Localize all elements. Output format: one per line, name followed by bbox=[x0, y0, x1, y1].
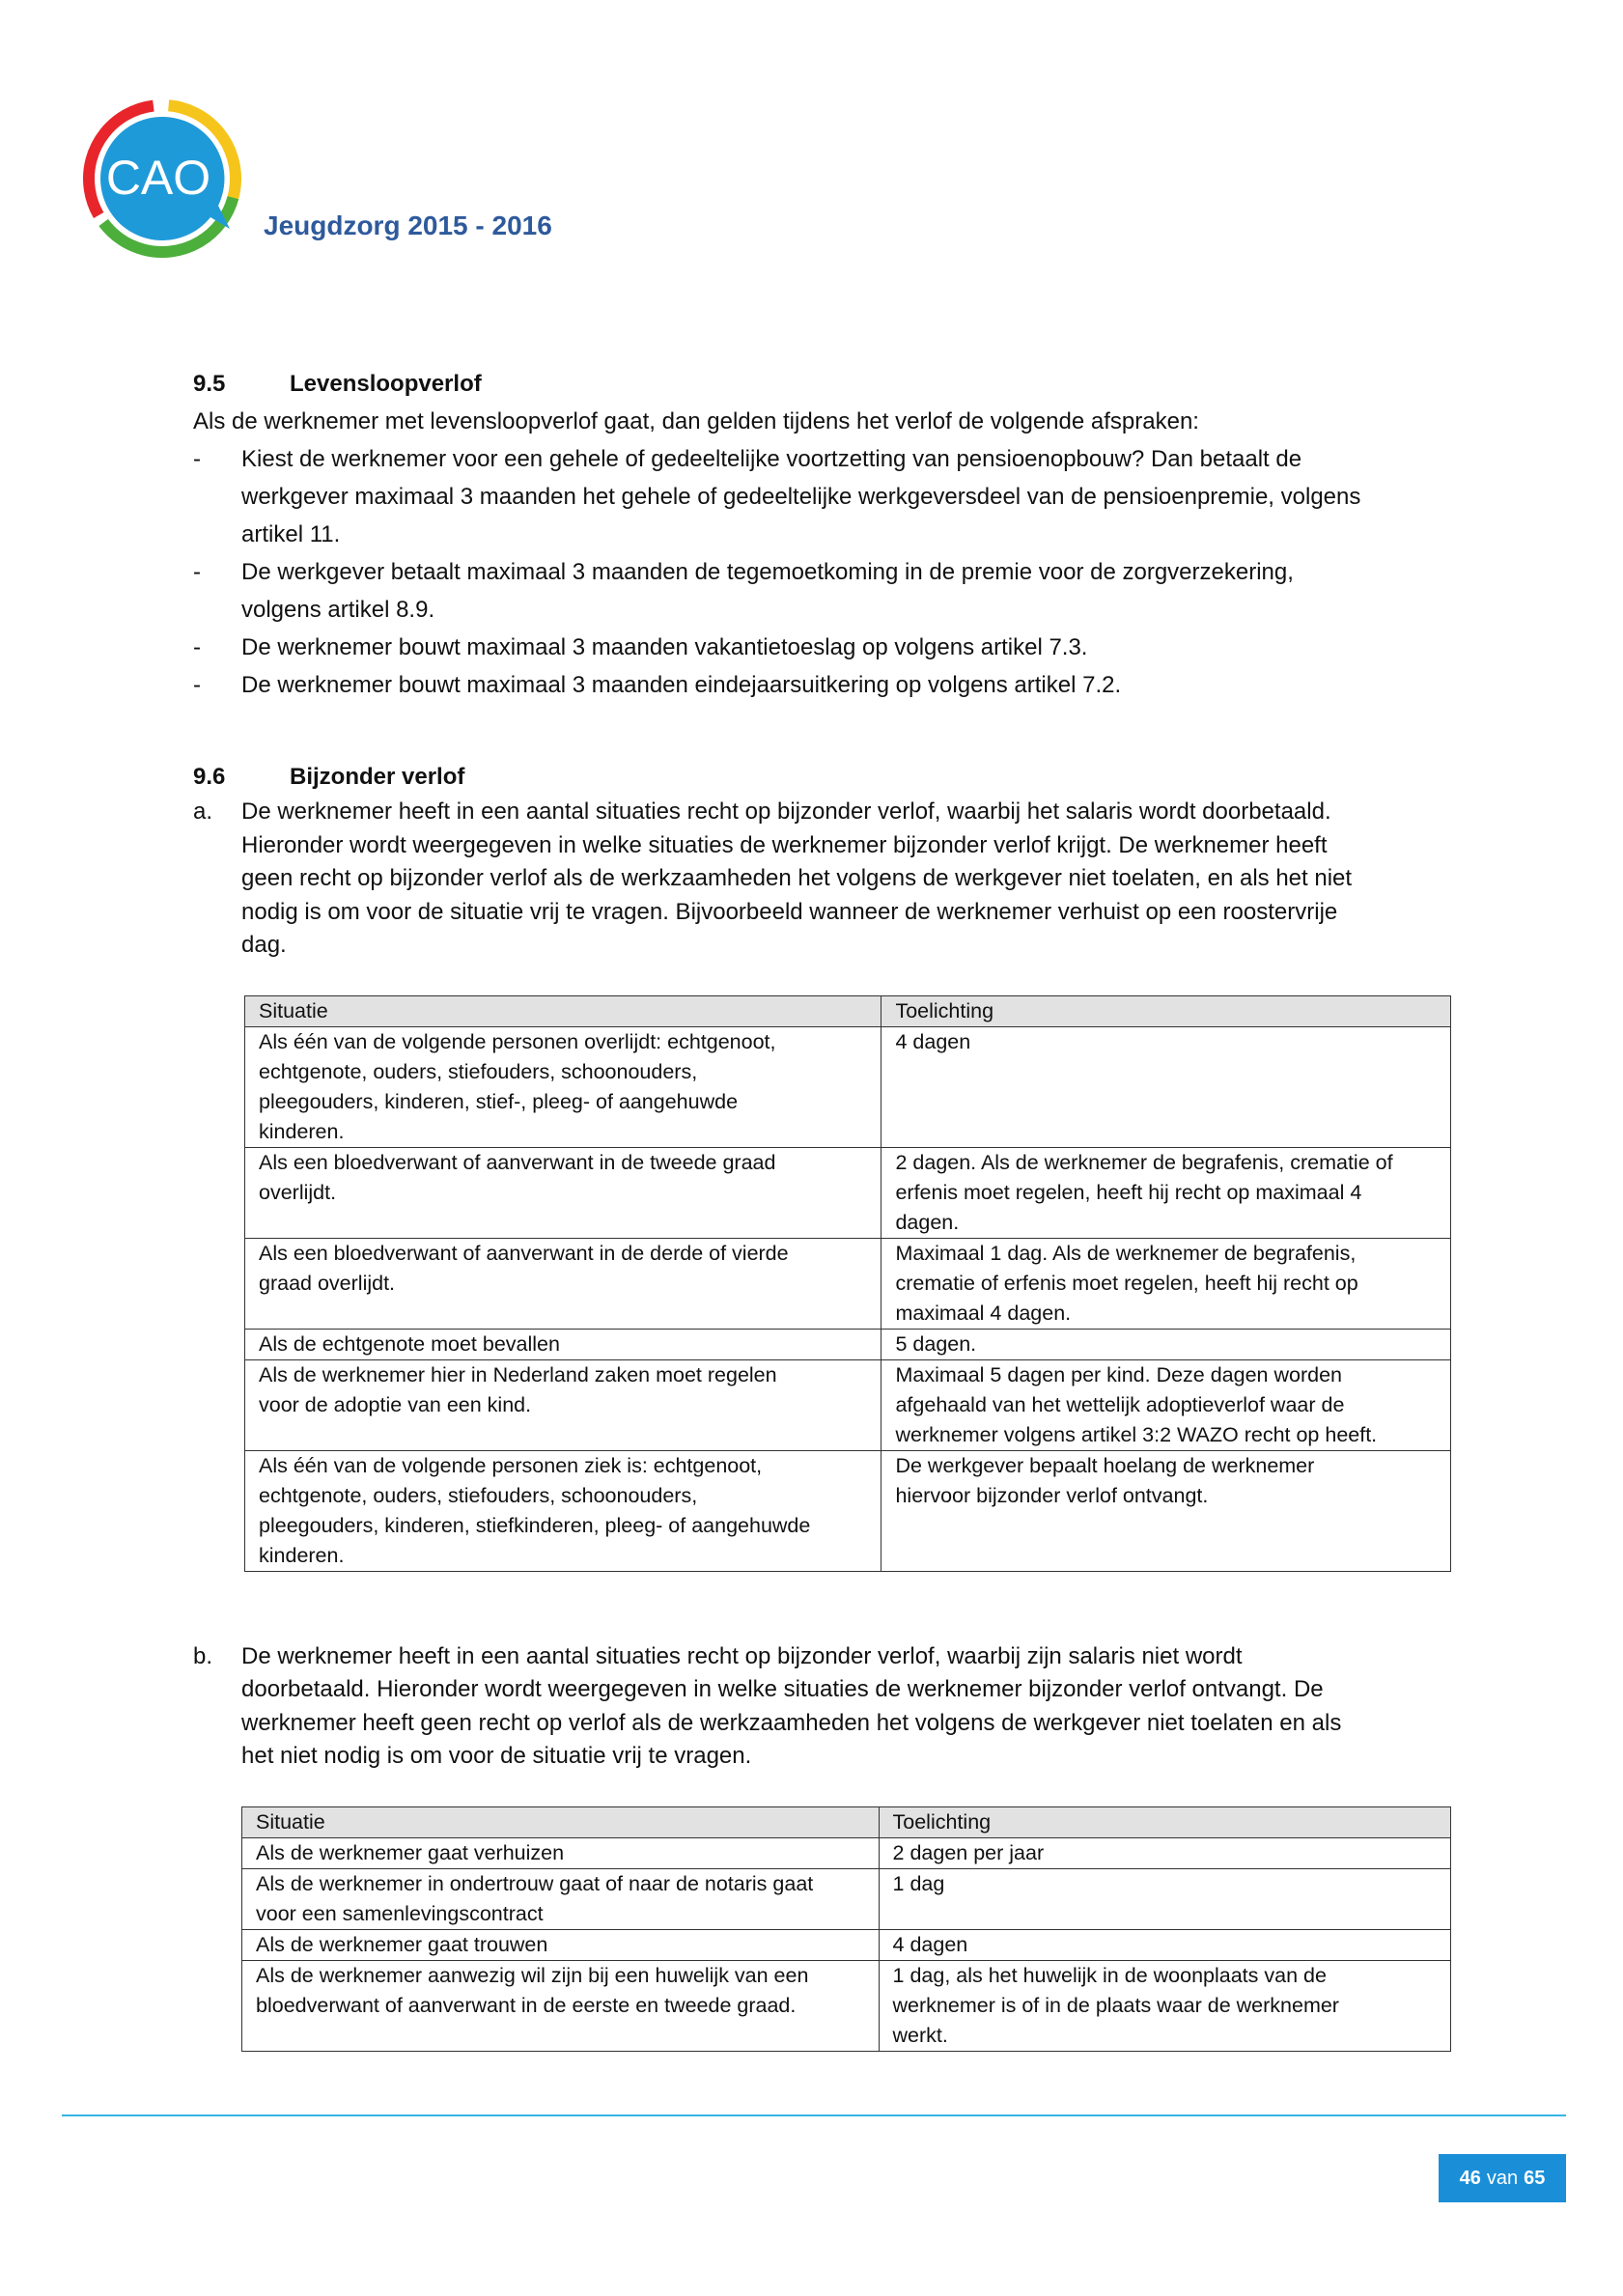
logo-text: CAO bbox=[105, 151, 211, 205]
cell-line: maximaal 4 dagen. bbox=[895, 1301, 1072, 1325]
table-row bbox=[245, 1450, 1451, 1571]
paragraph-line: De werknemer heeft in een aantal situaties recht op bijzonder verlof, waarbij het salaris wordt doorbetaald. bbox=[241, 798, 1331, 825]
bullet-text bbox=[241, 629, 1448, 666]
table-row bbox=[242, 1960, 1451, 2051]
toelichting-cell bbox=[879, 1868, 1450, 1929]
paragraph-b bbox=[193, 1640, 1448, 1774]
cell-line: voor de adoptie van een kind. bbox=[259, 1392, 532, 1416]
bullet-line: De werkgever betaalt maximaal 3 maanden de tegemoetkoming in de premie voor de zorgverzekering, bbox=[241, 559, 1294, 585]
cell-line: erfenis moet regelen, heeft hij recht op maximaal 4 bbox=[895, 1180, 1362, 1204]
document-title: Jeugdzorg 2015 - 2016 bbox=[264, 210, 552, 240]
cell-line: voor een samenlevingscontract bbox=[256, 1901, 544, 1925]
bullet-line: De werknemer bouwt maximaal 3 maanden eindejaarsuitkering op volgens artikel 7.2. bbox=[241, 672, 1122, 698]
paragraph-a bbox=[193, 796, 1448, 963]
paragraph-line: nodig is om voor de situatie vrij te vragen. Bijvoorbeeld wanneer de werknemer verhuist op een roostervrije bbox=[241, 898, 1338, 925]
situatie-cell bbox=[245, 1238, 881, 1329]
toelichting-cell bbox=[879, 1929, 1450, 1960]
situatie-cell bbox=[242, 1960, 880, 2051]
cell-line: Als de werknemer gaat trouwen bbox=[256, 1932, 548, 1956]
cell-line: Als een bloedverwant of aanverwant in de tweede graad bbox=[259, 1150, 776, 1174]
cell-line: 2 dagen. Als de werknemer de begrafenis, crematie of bbox=[895, 1150, 1393, 1174]
cell-line: crematie of erfenis moet regelen, heeft hij recht op bbox=[895, 1271, 1358, 1295]
cell-line: graad overlijdt. bbox=[259, 1271, 396, 1295]
paid-leave-table bbox=[244, 995, 1451, 1572]
paragraph-label: b. bbox=[193, 1642, 213, 1669]
situatie-cell bbox=[245, 1359, 881, 1450]
bullet-line: artikel 11. bbox=[241, 521, 341, 547]
cell-line: echtgenote, ouders, stiefouders, schoonouders, bbox=[259, 1059, 698, 1083]
bullet-dash: - bbox=[193, 559, 201, 585]
table-header-cell: Situatie bbox=[242, 1806, 880, 1837]
bullet-dash: - bbox=[193, 634, 201, 660]
table-row bbox=[242, 1868, 1451, 1929]
paragraph-line: Hieronder wordt weergegeven in welke situaties de werknemer bijzonder verlof krijgt. De werknemer heeft bbox=[241, 831, 1328, 858]
section-9-5-heading bbox=[193, 365, 1448, 403]
bullet-line: werkgever maximaal 3 maanden het gehele of gedeeltelijke werkgeversdeel van de pensioenpremie, volgens bbox=[241, 484, 1361, 510]
toelichting-cell bbox=[881, 1238, 1451, 1329]
section-9-5-intro: Als de werknemer met levensloopverlof gaat, dan gelden tijdens het verlof de volgende afspraken: bbox=[193, 408, 1199, 434]
cell-line: dagen. bbox=[895, 1210, 960, 1234]
cell-line: Maximaal 5 dagen per kind. Deze dagen worden bbox=[895, 1362, 1343, 1386]
cell-line: Als één van de volgende personen overlijdt: echtgenoot, bbox=[259, 1029, 776, 1053]
table-row bbox=[242, 1837, 1451, 1868]
situatie-cell bbox=[245, 1450, 881, 1571]
page-total: 65 bbox=[1524, 2167, 1546, 2189]
bullet-item bbox=[193, 553, 1448, 629]
paragraph-line: dag. bbox=[241, 932, 287, 958]
table-row bbox=[245, 1026, 1451, 1147]
situatie-cell bbox=[245, 1329, 881, 1359]
paragraph-line: De werknemer heeft in een aantal situaties recht op bijzonder verlof, waarbij zijn salaris niet wordt bbox=[241, 1642, 1243, 1669]
cell-line: 2 dagen per jaar bbox=[892, 1840, 1045, 1864]
toelichting-cell bbox=[881, 1450, 1451, 1571]
cell-line: Maximaal 1 dag. Als de werknemer de begrafenis, bbox=[895, 1241, 1357, 1265]
table-row bbox=[245, 1359, 1451, 1450]
page-content bbox=[193, 365, 1448, 2052]
bullet-line: De werknemer bouwt maximaal 3 maanden vakantietoeslag op volgens artikel 7.3. bbox=[241, 634, 1088, 660]
table-row bbox=[245, 1238, 1451, 1329]
bullet-text bbox=[241, 440, 1448, 553]
toelichting-cell bbox=[881, 1359, 1451, 1450]
cell-line: werknemer volgens artikel 3:2 WAZO recht op heeft. bbox=[895, 1422, 1378, 1446]
situatie-cell bbox=[242, 1837, 880, 1868]
paragraph-line: het niet nodig is om voor de situatie vrij te vragen. bbox=[241, 1743, 752, 1769]
cell-line: kinderen. bbox=[259, 1119, 345, 1143]
cell-line: 4 dagen bbox=[892, 1932, 968, 1956]
page-of: van bbox=[1486, 2167, 1519, 2189]
section-number: 9.6 bbox=[193, 764, 226, 790]
cell-line: Als de werknemer gaat verhuizen bbox=[256, 1840, 565, 1864]
cell-line: pleegouders, kinderen, stiefkinderen, pleeg- of aangehuwde bbox=[259, 1513, 811, 1537]
cell-line: kinderen. bbox=[259, 1543, 345, 1567]
cell-line: 4 dagen bbox=[895, 1029, 971, 1053]
situatie-cell bbox=[242, 1929, 880, 1960]
unpaid-leave-table bbox=[241, 1806, 1451, 2052]
situatie-cell bbox=[245, 1026, 881, 1147]
situatie-cell bbox=[242, 1868, 880, 1929]
cell-line: hiervoor bijzonder verlof ontvangt. bbox=[895, 1483, 1209, 1507]
bullet-item bbox=[193, 440, 1448, 553]
cell-line: Als één van de volgende personen ziek is: echtgenoot, bbox=[259, 1453, 763, 1477]
section-9-6-heading bbox=[193, 758, 1448, 796]
bullet-item bbox=[193, 629, 1448, 666]
cell-line: 1 dag, als het huwelijk in de woonplaats van de bbox=[892, 1963, 1327, 1987]
section-title: Levensloopverlof bbox=[290, 371, 482, 397]
situatie-cell bbox=[245, 1147, 881, 1238]
toelichting-cell bbox=[881, 1329, 1451, 1359]
cell-line: pleegouders, kinderen, stief-, pleeg- of aangehuwde bbox=[259, 1089, 739, 1113]
bullet-line: Kiest de werknemer voor een gehele of gedeeltelijke voortzetting van pensioenopbouw? Dan betaalt de bbox=[241, 446, 1302, 472]
paragraph-line: werknemer heeft geen recht op verlof als de werkzaamheden het volgens de werkgever niet toelaten en als bbox=[241, 1709, 1342, 1736]
cell-line: Als de echtgenote moet bevallen bbox=[259, 1331, 560, 1356]
toelichting-cell bbox=[879, 1837, 1450, 1868]
table-row bbox=[245, 1147, 1451, 1238]
cell-line: Als de werknemer aanwezig wil zijn bij een huwelijk van een bbox=[256, 1963, 809, 1987]
bullet-line: volgens artikel 8.9. bbox=[241, 597, 435, 623]
cell-line: werknemer is of in de plaats waar de werknemer bbox=[892, 1993, 1339, 2017]
section-title: Bijzonder verlof bbox=[290, 764, 465, 790]
paragraph-text bbox=[241, 1640, 1448, 1774]
cao-logo bbox=[77, 92, 251, 266]
table-row bbox=[242, 1929, 1451, 1960]
cao-logo-icon bbox=[77, 92, 251, 266]
page-number-badge bbox=[1439, 2154, 1566, 2202]
table-header-row bbox=[245, 995, 1451, 1026]
toelichting-cell bbox=[879, 1960, 1450, 2051]
table-header-cell: Situatie bbox=[245, 995, 881, 1026]
table-header-cell: Toelichting bbox=[879, 1806, 1450, 1837]
bullet-dash: - bbox=[193, 446, 201, 472]
cell-line: overlijdt. bbox=[259, 1180, 337, 1204]
bullet-item bbox=[193, 666, 1448, 704]
section-9-5-bullets bbox=[193, 440, 1448, 704]
paragraph-label: a. bbox=[193, 798, 213, 825]
page-current: 46 bbox=[1459, 2167, 1481, 2189]
cell-line: echtgenote, ouders, stiefouders, schoonouders, bbox=[259, 1483, 698, 1507]
cell-line: afgehaald van het wettelijk adoptieverlof waar de bbox=[895, 1392, 1345, 1416]
cell-line: 1 dag bbox=[892, 1871, 945, 1895]
toelichting-cell bbox=[881, 1147, 1451, 1238]
cell-line: werkt. bbox=[892, 2023, 948, 2047]
paragraph-line: doorbetaald. Hieronder wordt weergegeven in welke situaties de werknemer bijzonder verlof ontvangt. De bbox=[241, 1676, 1324, 1702]
footer-rule bbox=[62, 2114, 1566, 2116]
table-row bbox=[245, 1329, 1451, 1359]
paragraph-line: geen recht op bijzonder verlof als de werkzaamheden het volgens de werkgever niet toelaten, en als het niet bbox=[241, 865, 1353, 891]
cell-line: De werkgever bepaalt hoelang de werknemer bbox=[895, 1453, 1315, 1477]
cell-line: 5 dagen. bbox=[895, 1331, 977, 1356]
bullet-dash: - bbox=[193, 672, 201, 698]
section-number: 9.5 bbox=[193, 371, 226, 397]
toelichting-cell bbox=[881, 1026, 1451, 1147]
table-header-cell: Toelichting bbox=[881, 995, 1451, 1026]
table-header-row bbox=[242, 1806, 1451, 1837]
cell-line: Als een bloedverwant of aanverwant in de derde of vierde bbox=[259, 1241, 789, 1265]
bullet-text bbox=[241, 666, 1448, 704]
paragraph-text bbox=[241, 796, 1448, 963]
bullet-text bbox=[241, 553, 1448, 629]
cell-line: Als de werknemer hier in Nederland zaken moet regelen bbox=[259, 1362, 777, 1386]
cell-line: Als de werknemer in ondertrouw gaat of naar de notaris gaat bbox=[256, 1871, 814, 1895]
cell-line: bloedverwant of aanverwant in de eerste en tweede graad. bbox=[256, 1993, 797, 2017]
